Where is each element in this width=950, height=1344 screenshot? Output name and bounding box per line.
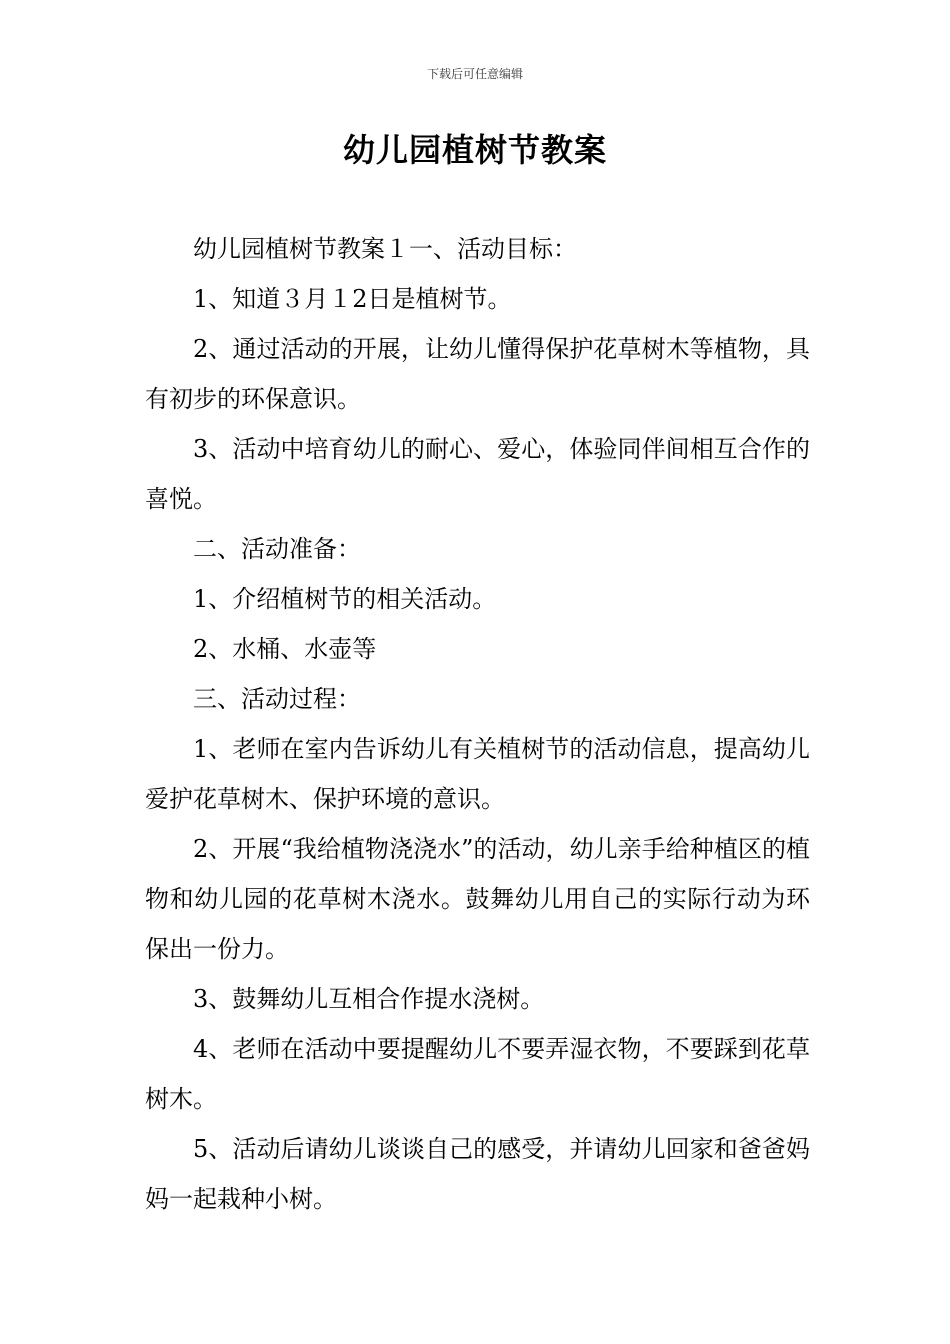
paragraph-objective-1: 1、知道３月１2日是植树节。 bbox=[193, 285, 512, 313]
paragraph-objective-3: 3、活动中培育幼儿的耐心、爱心，体验同伴间相互合作的喜悦。 bbox=[145, 435, 810, 513]
paragraph-preparation-heading: 二、活动准备： bbox=[193, 535, 361, 563]
paragraph-process-4: 4、老师在活动中要提醒幼儿不要弄湿衣物，不要踩到花草树木。 bbox=[145, 1035, 810, 1113]
paragraph-preparation-1: 1、介绍植树节的相关活动。 bbox=[193, 585, 497, 613]
paragraph-process-1: 1、老师在室内告诉幼儿有关植树节的活动信息，提高幼儿爱护花草树木、保护环境的意识。 bbox=[145, 735, 810, 813]
document-title: 幼儿园植树节教案 bbox=[342, 131, 607, 169]
paragraph-process-3: 3、鼓舞幼儿互相合作提水浇树。 bbox=[193, 985, 545, 1013]
paragraph-objectives-heading: 幼儿园植树节教案１一、活动目标： bbox=[193, 235, 577, 263]
paragraph-process-heading: 三、活动过程： bbox=[193, 685, 361, 713]
paragraph-preparation-2: 2、水桶、水壶等 bbox=[193, 635, 377, 663]
paragraph-process-5: 5、活动后请幼儿谈谈自己的感受，并请幼儿回家和爸爸妈妈一起栽种小树。 bbox=[145, 1135, 810, 1213]
document-body bbox=[145, 224, 810, 1224]
paragraph-process-2: 2、开展“我给植物浇浇水”的活动，幼儿亲手给种植区的植物和幼儿园的花草树木浇水。鼓舞幼儿用自己的实际行动为环保出一份力。 bbox=[145, 835, 810, 963]
paragraph-objective-2: 2、通过活动的开展，让幼儿懂得保护花草树木等植物，具有初步的环保意识。 bbox=[145, 335, 810, 413]
header-note: 下载后可任意编辑 bbox=[426, 67, 523, 81]
